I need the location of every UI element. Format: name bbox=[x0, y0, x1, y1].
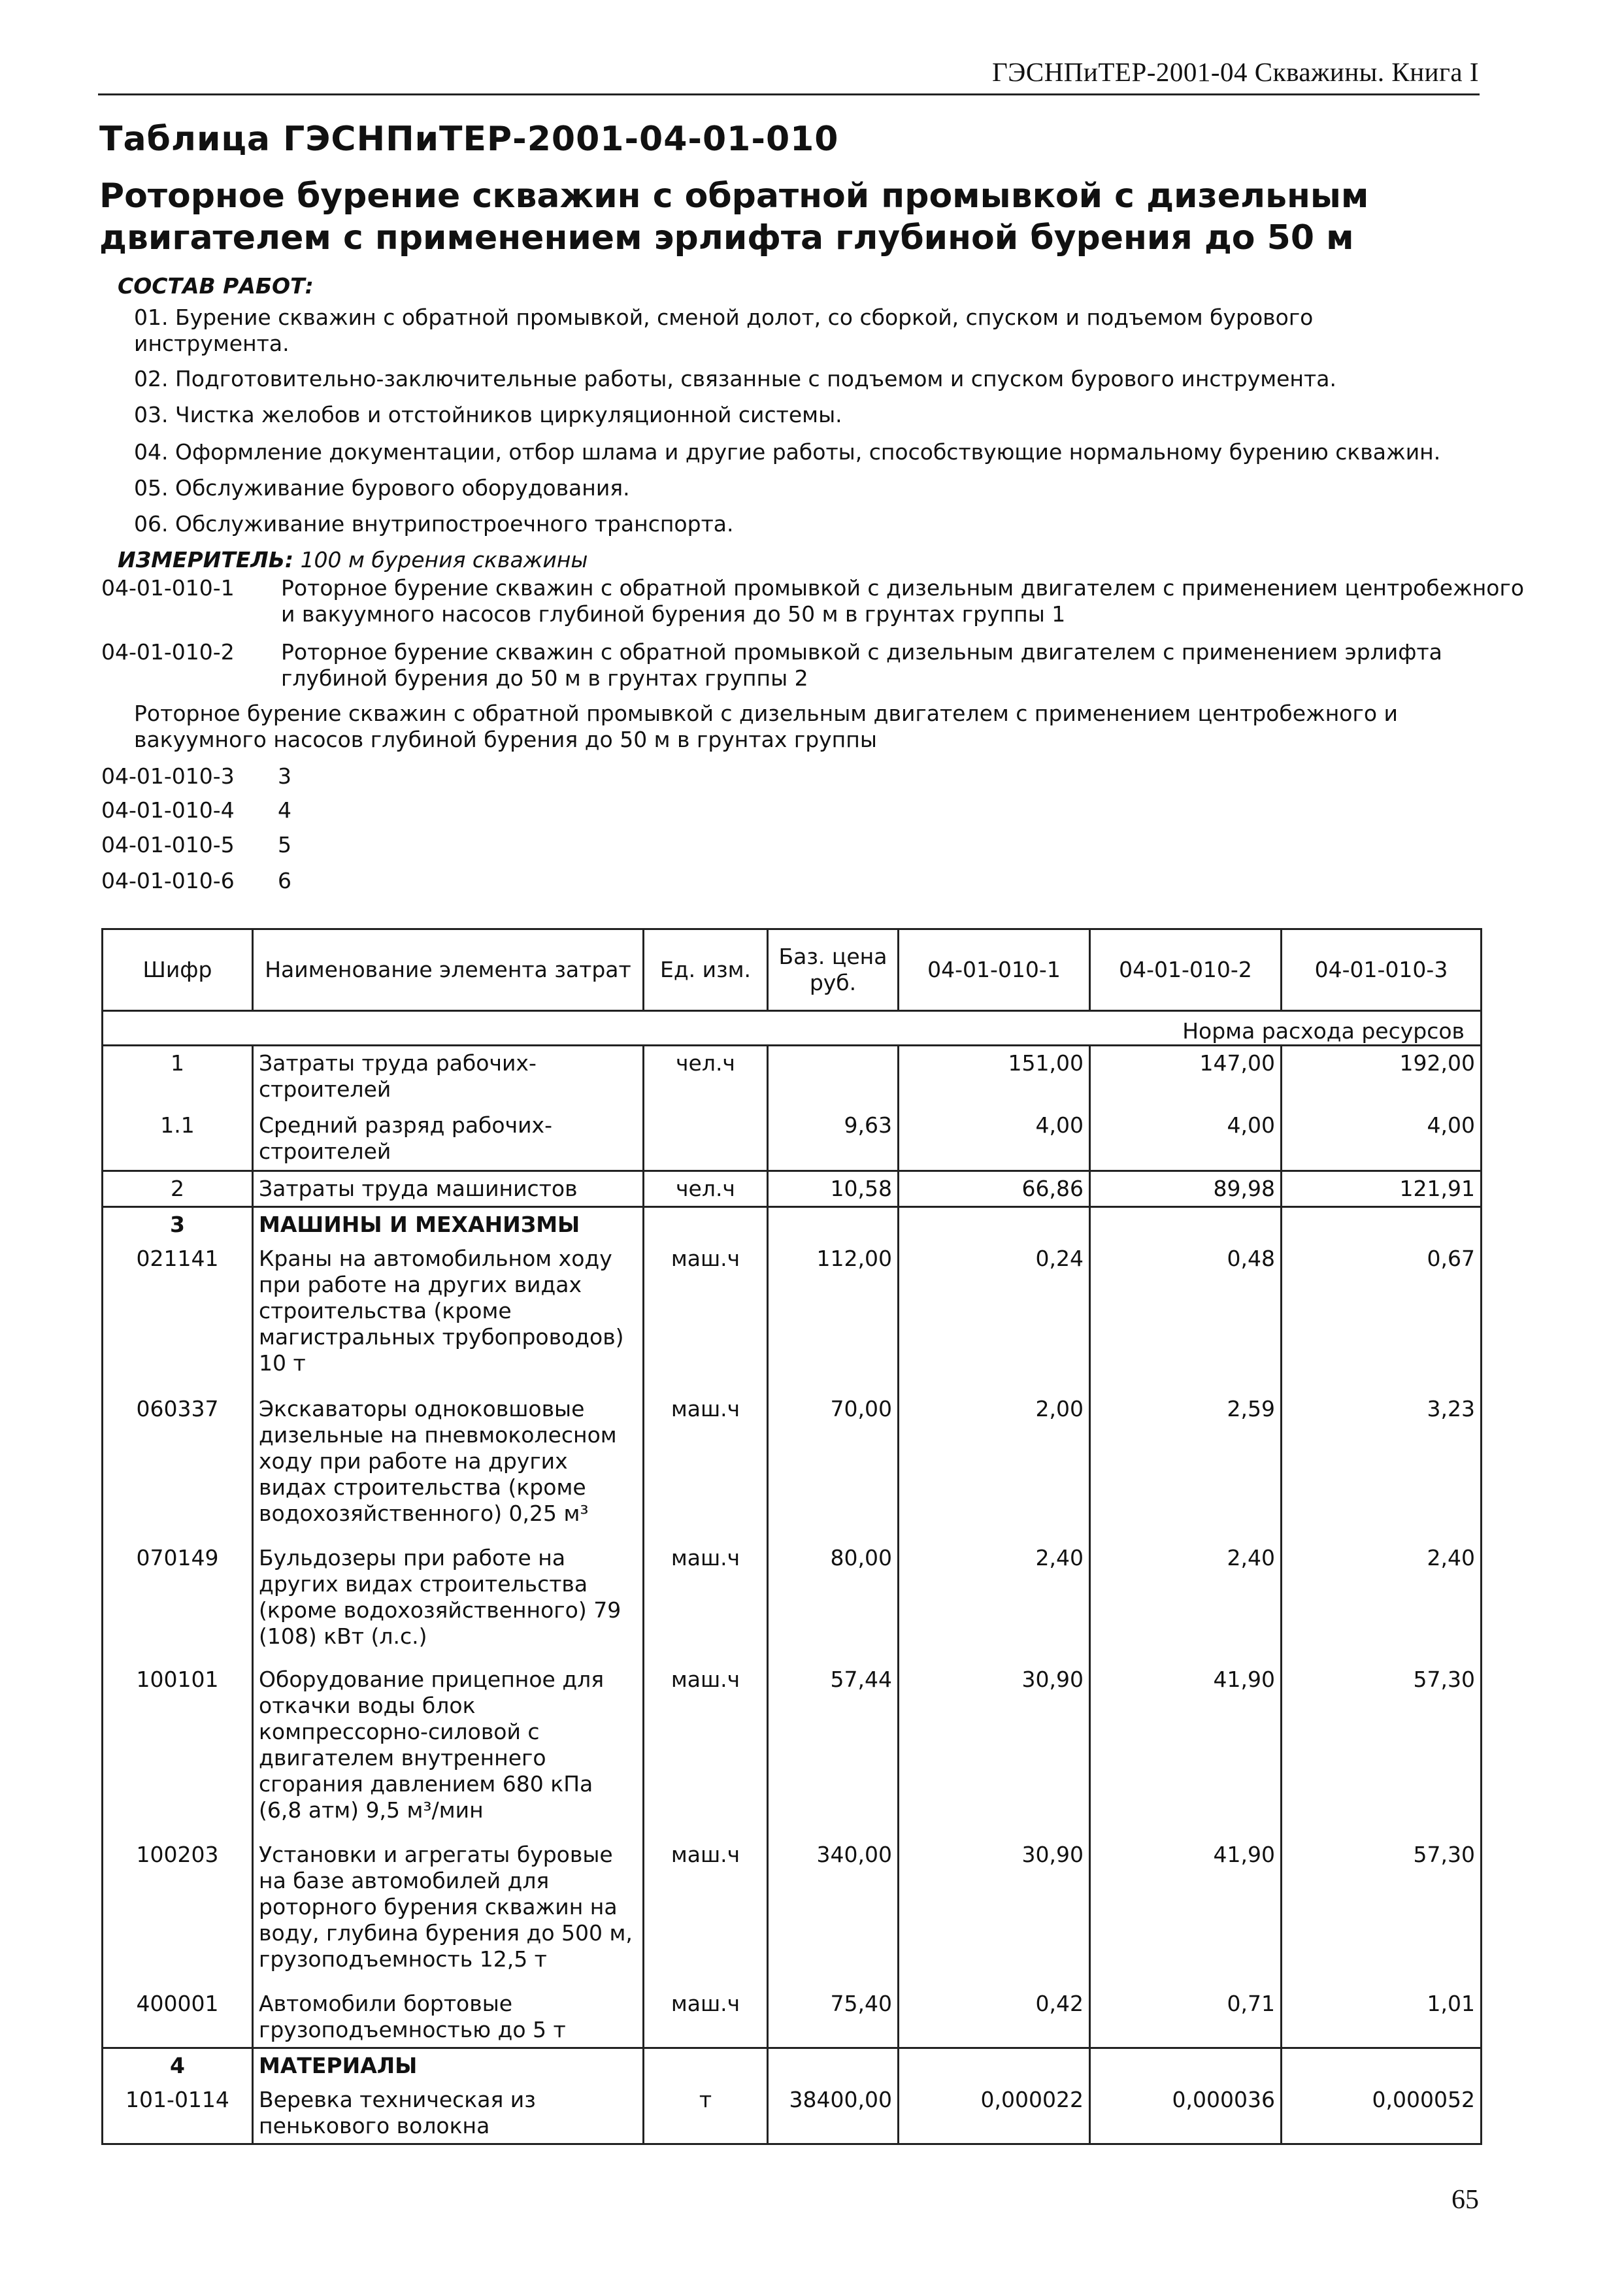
code-number: 04-01-010-5 bbox=[101, 832, 235, 857]
cell-value-1: 0,24 bbox=[899, 1242, 1090, 1392]
cell-value-1: 30,90 bbox=[899, 1663, 1090, 1838]
cell-value-1: 4,00 bbox=[899, 1108, 1090, 1171]
work-item: 01. Бурение скважин с обратной промывкой, сменой долот, со сборкой, спуском и подъемом бурового инструмента. bbox=[134, 305, 1314, 356]
table-row bbox=[103, 2083, 1482, 2144]
table-row bbox=[103, 1541, 1482, 1663]
code-description: Роторное бурение скважин с обратной промывкой с дизельным двигателем с применением эрлифта глубиной бурения до 50 м в грунтах группы 2 bbox=[281, 639, 1442, 691]
header-code: Шифр bbox=[103, 929, 253, 1011]
cell-code: 1.1 bbox=[103, 1108, 253, 1171]
cell-code: 070149 bbox=[103, 1541, 253, 1663]
cell-price: 112,00 bbox=[768, 1242, 899, 1392]
cell-unit: маш.ч bbox=[644, 1392, 768, 1541]
cell-value-3: 4,00 bbox=[1282, 1108, 1482, 1171]
measure-label: ИЗМЕРИТЕЛЬ: bbox=[118, 547, 294, 573]
group-number: 6 bbox=[278, 868, 291, 893]
cell-value-2: 89,98 bbox=[1090, 1171, 1282, 1207]
cell-value-1: 151,00 bbox=[899, 1046, 1090, 1108]
table-row bbox=[103, 1838, 1482, 1987]
cell-price: 10,58 bbox=[768, 1171, 899, 1207]
table-row bbox=[103, 1663, 1482, 1838]
cell-value-3: 2,40 bbox=[1282, 1541, 1482, 1663]
cell-code: 100101 bbox=[103, 1663, 253, 1838]
resource-table bbox=[101, 928, 1482, 2145]
section-title: МАТЕРИАЛЫ bbox=[253, 2048, 644, 2084]
cell-code: 2 bbox=[103, 1171, 253, 1207]
cell-unit: т bbox=[644, 2083, 768, 2144]
cell-unit bbox=[644, 1108, 768, 1171]
header-col-2: 04-01-010-2 bbox=[1090, 929, 1282, 1011]
section-row bbox=[103, 1207, 1482, 1242]
running-header: ГЭСНПиТЕР-2001-04 Скважины. Книга I bbox=[992, 57, 1479, 87]
cell-code: 101-0114 bbox=[103, 2083, 253, 2144]
cell-name: Веревка техническая из пенькового волокна bbox=[253, 2083, 644, 2144]
cell-value-1: 66,86 bbox=[899, 1171, 1090, 1207]
norm-row bbox=[103, 1011, 1482, 1046]
cell-unit: маш.ч bbox=[644, 1663, 768, 1838]
cell-value-2: 41,90 bbox=[1090, 1663, 1282, 1838]
table-row bbox=[103, 1046, 1482, 1108]
header-col-1: 04-01-010-1 bbox=[899, 929, 1090, 1011]
work-composition-label: СОСТАВ РАБОТ: bbox=[118, 273, 314, 299]
cell-value-2: 0,71 bbox=[1090, 1987, 1282, 2048]
table-row bbox=[103, 1108, 1482, 1171]
empty-cell bbox=[644, 2048, 768, 2084]
group-code-entry bbox=[101, 868, 291, 893]
header-unit: Ед. изм. bbox=[644, 929, 768, 1011]
cell-value-2: 2,59 bbox=[1090, 1392, 1282, 1541]
section-title: МАШИНЫ И МЕХАНИЗМЫ bbox=[253, 1207, 644, 1242]
cell-price: 57,44 bbox=[768, 1663, 899, 1838]
group-number: 4 bbox=[278, 797, 291, 823]
empty-cell bbox=[1282, 2048, 1482, 2084]
cell-code: 100203 bbox=[103, 1838, 253, 1987]
cell-value-2: 41,90 bbox=[1090, 1838, 1282, 1987]
cell-unit: чел.ч bbox=[644, 1171, 768, 1207]
cell-value-3: 1,01 bbox=[1282, 1987, 1482, 2048]
group-code-entry bbox=[101, 832, 291, 857]
cell-price: 38400,00 bbox=[768, 2083, 899, 2144]
cell-name: Затраты труда рабочих-строителей bbox=[253, 1046, 644, 1108]
code-description: Роторное бурение скважин с обратной промывкой с дизельным двигателем с применением центробежного и вакуумного насосов глубиной бурения до 50 м в грунтах группы 1 bbox=[281, 575, 1525, 627]
cell-unit: чел.ч bbox=[644, 1046, 768, 1108]
cell-name: Автомобили бортовые грузоподъемностью до 5 т bbox=[253, 1987, 644, 2048]
cell-price: 75,40 bbox=[768, 1987, 899, 2048]
measure-row bbox=[118, 547, 588, 573]
cell-value-1: 30,90 bbox=[899, 1838, 1090, 1987]
group-code-entry bbox=[101, 797, 291, 823]
cell-value-3: 121,91 bbox=[1282, 1171, 1482, 1207]
cell-name: Затраты труда машинистов bbox=[253, 1171, 644, 1207]
cell-code: 4 bbox=[103, 2048, 253, 2084]
empty-cell bbox=[1090, 1207, 1282, 1242]
code-number: 04-01-010-2 bbox=[101, 639, 235, 665]
cell-price: 70,00 bbox=[768, 1392, 899, 1541]
cell-unit: маш.ч bbox=[644, 1838, 768, 1987]
code-number: 04-01-010-4 bbox=[101, 797, 235, 823]
page-number: 65 bbox=[1451, 2185, 1479, 2215]
header-price: Баз. цена руб. bbox=[768, 929, 899, 1011]
table-row bbox=[103, 1987, 1482, 2048]
cell-value-1: 2,40 bbox=[899, 1541, 1090, 1663]
cell-unit: маш.ч bbox=[644, 1987, 768, 2048]
work-item: 02. Подготовительно-заключительные работы, связанные с подъемом и спуском бурового инструмента. bbox=[134, 366, 1336, 391]
work-item: 03. Чистка желобов и отстойников циркуляционной системы. bbox=[134, 402, 842, 427]
cell-price: 9,63 bbox=[768, 1108, 899, 1171]
work-item: 04. Оформление документации, отбор шлама и другие работы, способствующие нормальному бурению скважин. bbox=[134, 439, 1441, 465]
cell-value-2: 0,000036 bbox=[1090, 2083, 1282, 2144]
cell-code: 060337 bbox=[103, 1392, 253, 1541]
code-entry bbox=[101, 575, 1525, 634]
group-description: Роторное бурение скважин с обратной промывкой с дизельным двигателем с применением центробежного и вакуумного насосов глубиной бурения до 50 м в грунтах группы bbox=[134, 701, 1398, 752]
cell-value-3: 192,00 bbox=[1282, 1046, 1482, 1108]
norm-label: Норма расхода ресурсов bbox=[103, 1011, 1482, 1046]
empty-cell bbox=[768, 1207, 899, 1242]
cell-value-1: 2,00 bbox=[899, 1392, 1090, 1541]
cell-name: Краны на автомобильном ходу при работе на других видах строительства (кроме магистральных трубопроводов) 10 т bbox=[253, 1242, 644, 1392]
cell-value-1: 0,000022 bbox=[899, 2083, 1090, 2144]
cell-price: 80,00 bbox=[768, 1541, 899, 1663]
empty-cell bbox=[768, 2048, 899, 2084]
cell-unit: маш.ч bbox=[644, 1242, 768, 1392]
work-item: 05. Обслуживание бурового оборудования. bbox=[134, 475, 630, 501]
cell-value-3: 0,67 bbox=[1282, 1242, 1482, 1392]
cell-code: 021141 bbox=[103, 1242, 253, 1392]
header-name: Наименование элемента затрат bbox=[253, 929, 644, 1011]
cell-value-2: 0,48 bbox=[1090, 1242, 1282, 1392]
group-number: 5 bbox=[278, 832, 291, 857]
cell-value-3: 0,000052 bbox=[1282, 2083, 1482, 2144]
cell-name: Оборудование прицепное для откачки воды блок компрессорно-силовой с двигателем внутреннего сгорания давлением 680 кПа (6,8 атм) 9,5 м³/мин bbox=[253, 1663, 644, 1838]
empty-cell bbox=[899, 2048, 1090, 2084]
cell-unit: маш.ч bbox=[644, 1541, 768, 1663]
empty-cell bbox=[644, 1207, 768, 1242]
code-number: 04-01-010-1 bbox=[101, 575, 235, 601]
table-row bbox=[103, 1242, 1482, 1392]
cell-value-2: 147,00 bbox=[1090, 1046, 1282, 1108]
table-row bbox=[103, 1171, 1482, 1207]
cell-value-1: 0,42 bbox=[899, 1987, 1090, 2048]
empty-cell bbox=[899, 1207, 1090, 1242]
measure-value: 100 м бурения скважины bbox=[300, 547, 588, 573]
code-number: 04-01-010-6 bbox=[101, 868, 235, 893]
cell-value-2: 4,00 bbox=[1090, 1108, 1282, 1171]
group-number: 3 bbox=[278, 763, 291, 789]
header-rule bbox=[98, 93, 1480, 95]
cell-name: Бульдозеры при работе на других видах строительства (кроме водохозяйственного) 79 (108) кВт (л.с.) bbox=[253, 1541, 644, 1663]
cell-name: Экскаваторы одноковшовые дизельные на пневмоколесном ходу при работе на других видах строительства (кроме водохозяйственного) 0,25 м³ bbox=[253, 1392, 644, 1541]
section-row bbox=[103, 2048, 1482, 2084]
group-code-entry bbox=[101, 763, 291, 789]
cell-code: 400001 bbox=[103, 1987, 253, 2048]
cell-price bbox=[768, 1046, 899, 1108]
cell-value-3: 3,23 bbox=[1282, 1392, 1482, 1541]
empty-cell bbox=[1090, 2048, 1282, 2084]
cell-code: 1 bbox=[103, 1046, 253, 1108]
cell-value-3: 57,30 bbox=[1282, 1663, 1482, 1838]
code-entry bbox=[101, 639, 1480, 698]
empty-cell bbox=[1282, 1207, 1482, 1242]
cell-value-2: 2,40 bbox=[1090, 1541, 1282, 1663]
cell-value-3: 57,30 bbox=[1282, 1838, 1482, 1987]
main-title: Роторное бурение скважин с обратной промывкой с дизельным двигателем с применением эрлифта глубиной бурения до 50 м bbox=[99, 176, 1369, 258]
header-col-3: 04-01-010-3 bbox=[1282, 929, 1482, 1011]
cell-code: 3 bbox=[103, 1207, 253, 1242]
code-number: 04-01-010-3 bbox=[101, 763, 235, 789]
table-title: Таблица ГЭСНПиТЕР-2001-04-01-010 bbox=[99, 120, 839, 159]
table-row bbox=[103, 1392, 1482, 1541]
table-header-row bbox=[103, 929, 1482, 1011]
cell-name: Средний разряд рабочих-строителей bbox=[253, 1108, 644, 1171]
work-item: 06. Обслуживание внутрипостроечного транспорта. bbox=[134, 511, 734, 537]
cell-price: 340,00 bbox=[768, 1838, 899, 1987]
cell-name: Установки и агрегаты буровые на базе автомобилей для роторного бурения скважин на воду, глубина бурения до 500 м, грузоподъемность 12,5 т bbox=[253, 1838, 644, 1987]
